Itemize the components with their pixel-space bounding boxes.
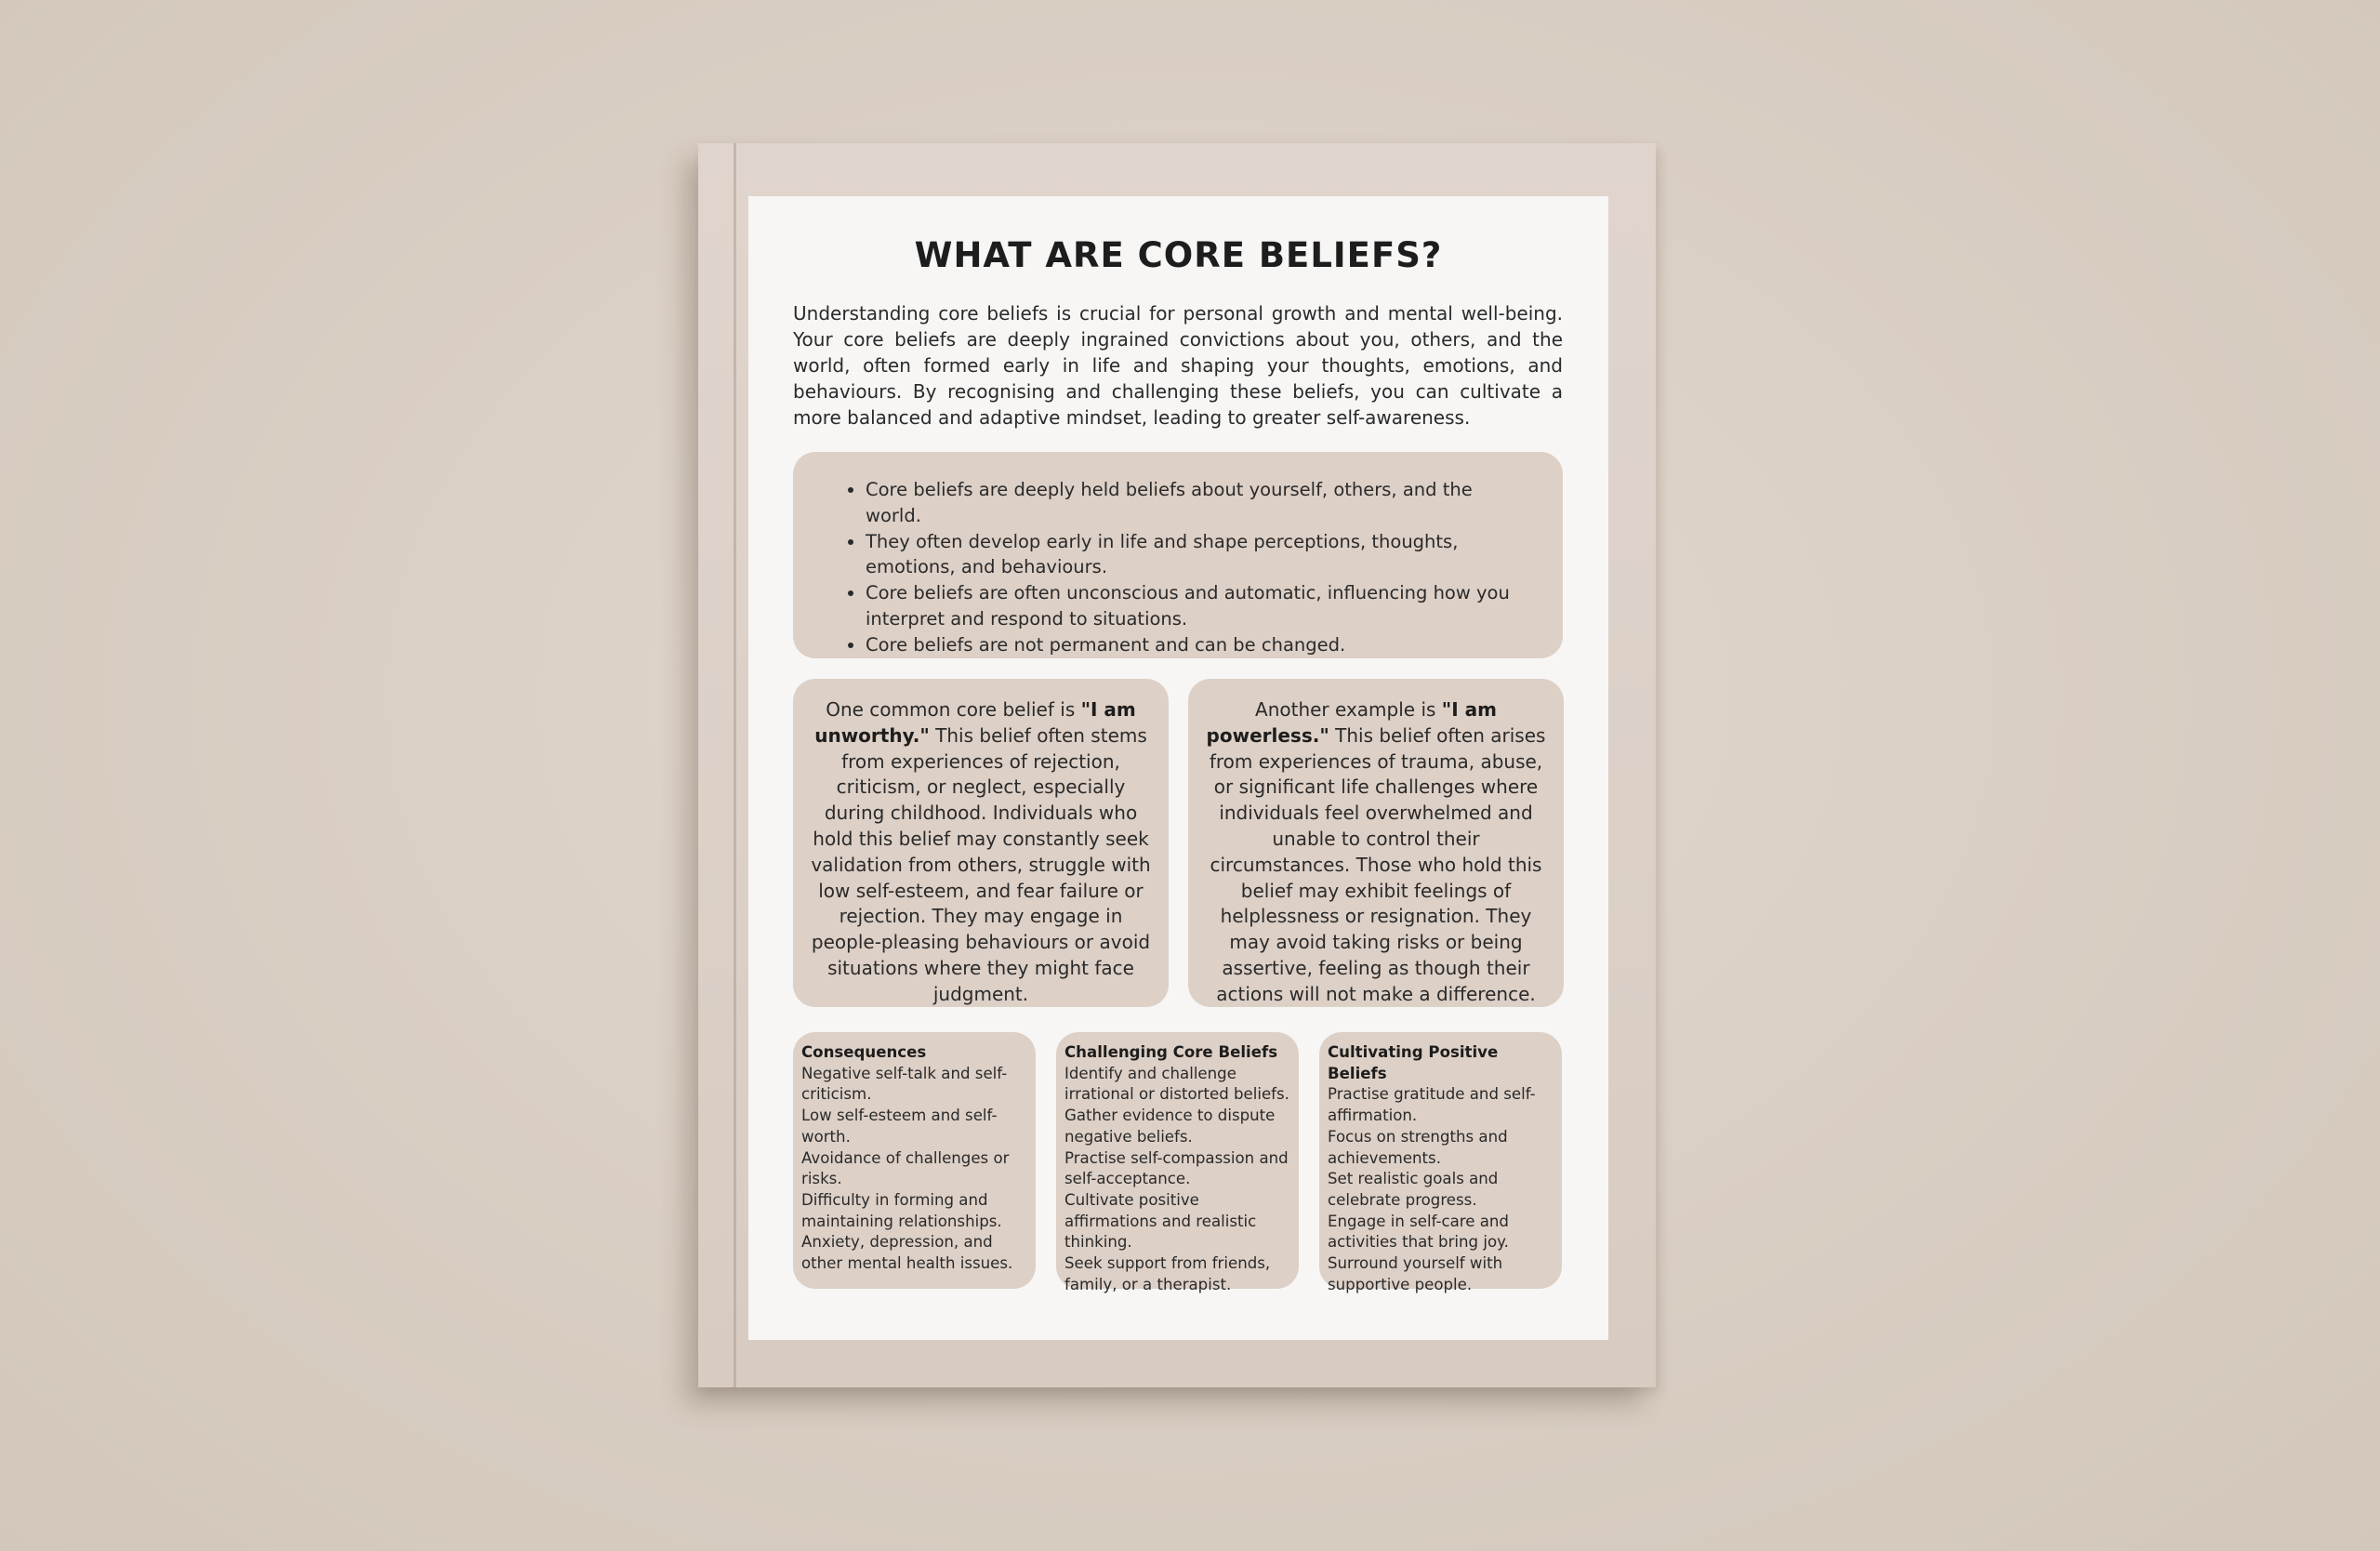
consequence-item: Difficulty in forming and maintaining relationships. — [801, 1190, 1002, 1230]
positive-beliefs-title: Cultivating Positive Beliefs — [1328, 1043, 1499, 1082]
challenging-beliefs-box — [1056, 1032, 1299, 1293]
positive-item: Practise gratitude and self-affirmation. — [1328, 1085, 1536, 1125]
consequence-item: Anxiety, depression, and other mental health issues. — [801, 1233, 1013, 1273]
intro-paragraph: Understanding core beliefs is crucial for personal growth and mental well-being. Your core beliefs are deeply ingrained convictions about you, others, and the world, often formed early in life and shaping your thoughts, emotions, and behaviours. By recognising and challenging these beliefs, you can cultivate a more balanced and adaptive mindset, leading to greater self-awareness. — [793, 302, 1563, 429]
challenging-beliefs-title: Challenging Core Beliefs — [1064, 1043, 1278, 1061]
key-facts-box — [793, 452, 1563, 658]
key-fact-item: • They often develop early in life and shape perceptions, thoughts, emotions, and behaviours. — [866, 529, 1526, 581]
challenging-item: Identify and challenge irrational or distorted beliefs. — [1064, 1064, 1289, 1104]
challenging-item: Practise self-compassion and self-acceptance. — [1064, 1148, 1289, 1188]
positive-beliefs-box — [1319, 1032, 1562, 1293]
challenging-item: Gather evidence to dispute negative beliefs. — [1064, 1107, 1276, 1146]
key-facts-list — [823, 477, 1526, 658]
challenging-item: Cultivate positive affirmations and realistic thinking. — [1064, 1190, 1257, 1252]
consequence-item: Low self-esteem and self-worth. — [801, 1107, 998, 1146]
positive-item: Surround yourself with supportive people. — [1328, 1254, 1503, 1293]
challenging-item: Seek support from friends, family, or a therapist. — [1064, 1254, 1271, 1293]
book-mockup — [698, 143, 1656, 1387]
key-fact-item: • Core beliefs are not permanent and can be changed. — [866, 632, 1526, 658]
consequence-item: Avoidance of challenges or risks. — [801, 1148, 1010, 1188]
example-body: This belief often arises from experiences of trauma, abuse, or significant life challenges where individuals feel overwhelmed and unable to control their circumstances. Those who hold this belief may exhibit feelings of helplessness or resignation. They may avoid taking risks or being assertive, feeling as though their actions will not make a difference. — [1209, 723, 1546, 1005]
positive-item: Focus on strengths and achievements. — [1328, 1127, 1508, 1167]
key-fact-item: • Core beliefs are deeply held beliefs about yourself, others, and the world. — [866, 477, 1526, 529]
consequence-item: Negative self-talk and self-criticism. — [801, 1064, 1008, 1104]
page-title: WHAT ARE CORE BELIEFS? — [914, 235, 1443, 275]
positive-item: Set realistic goals and celebrate progress. — [1328, 1170, 1499, 1209]
consequences-title: Consequences — [801, 1043, 927, 1061]
key-fact-item: • Core beliefs are often unconscious and automatic, influencing how you interpret and respond to situations. — [866, 580, 1526, 632]
example-unworthy-box — [793, 679, 1169, 1007]
worksheet-page — [748, 196, 1608, 1340]
consequences-box — [793, 1032, 1036, 1289]
example-lead: One common core belief is — [826, 698, 1081, 721]
positive-item: Engage in self-care and activities that bring joy. — [1328, 1212, 1509, 1252]
example-body: This belief often stems from experiences of rejection, criticism, or neglect, especially during childhood. Individuals who hold this belief may constantly seek validation from others, struggle with low self-esteem, and fear failure or rejection. They may engage in people-pleasing behaviours or avoid situations where they might face judgment. — [811, 723, 1151, 1005]
example-powerless-box — [1188, 679, 1564, 1007]
book-spine — [734, 143, 736, 1387]
example-quote: "I am unworthy." — [814, 698, 1136, 747]
example-quote: "I am powerless." — [1206, 698, 1497, 747]
example-lead: Another example is — [1255, 698, 1442, 721]
